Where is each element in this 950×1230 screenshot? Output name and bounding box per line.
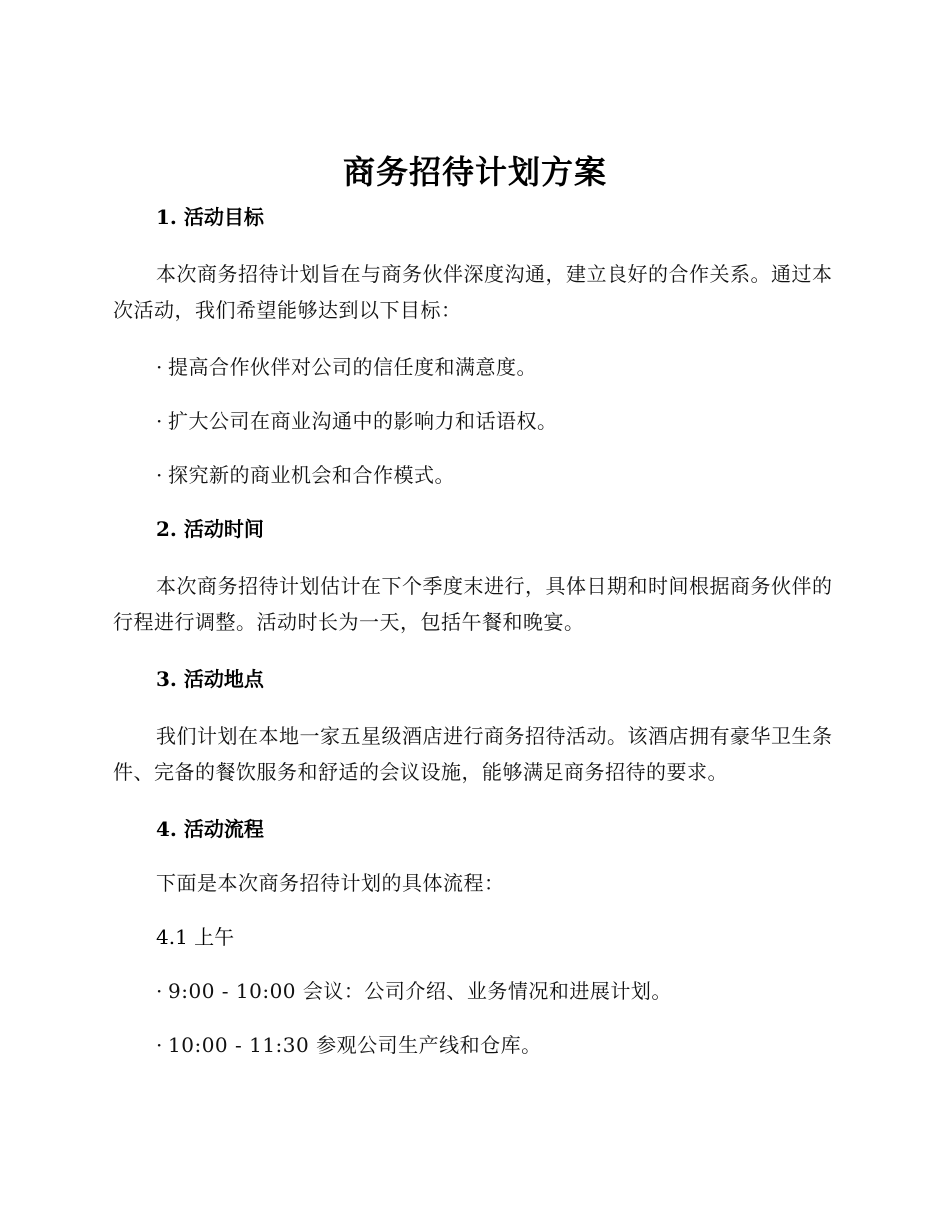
list-item	[113, 352, 835, 382]
bullet-icon: ·	[156, 463, 163, 487]
list-item-text: 扩大公司在商业沟通中的影响力和话语权。	[168, 409, 558, 433]
section-intro-process: 下面是本次商务招待计划的具体流程：	[156, 871, 505, 895]
list-item-text: 提高合作伙伴对公司的信任度和满意度。	[168, 355, 537, 379]
section-heading-location: 3. 活动地点	[156, 667, 264, 691]
list-item-text: 探究新的商业机会和合作模式。	[168, 463, 455, 487]
subsection-heading-morning	[113, 922, 835, 952]
section-heading-time: 2. 活动时间	[156, 517, 264, 541]
list-item-text: 9:00 - 10:00 会议：公司介绍、业务情况和进展计划。	[168, 979, 672, 1003]
document-body	[113, 202, 835, 1060]
list-item-text: 10:00 - 11:30 参观公司生产线和仓库。	[168, 1033, 542, 1057]
list-item	[113, 406, 835, 436]
section-heading-process: 4. 活动流程	[156, 817, 264, 841]
section-heading-goals: 1. 活动目标	[156, 205, 264, 229]
section-paragraph-location: 我们计划在本地一家五星级酒店进行商务招待活动。该酒店拥有豪华卫生条件、完备的餐饮服务和舒适的会议设施，能够满足商务招待的要求。	[113, 724, 833, 784]
bullet-icon: ·	[156, 355, 163, 379]
list-item	[113, 976, 835, 1006]
document-title: 商务招待计划方案	[342, 153, 607, 191]
list-item	[113, 1030, 835, 1060]
list-item	[113, 460, 835, 490]
section-paragraph-goals: 本次商务招待计划旨在与商务伙伴深度沟通，建立良好的合作关系。通过本次活动，我们希望能够达到以下目标：	[113, 262, 833, 322]
bullet-icon: ·	[156, 409, 163, 433]
section-paragraph-time: 本次商务招待计划估计在下个季度末进行，具体日期和时间根据商务伙伴的行程进行调整。活动时长为一天，包括午餐和晚宴。	[113, 574, 833, 634]
subsection-heading-text: 4.1 上午	[156, 925, 235, 949]
bullet-icon: ·	[156, 979, 163, 1003]
bullet-icon: ·	[156, 1033, 163, 1057]
